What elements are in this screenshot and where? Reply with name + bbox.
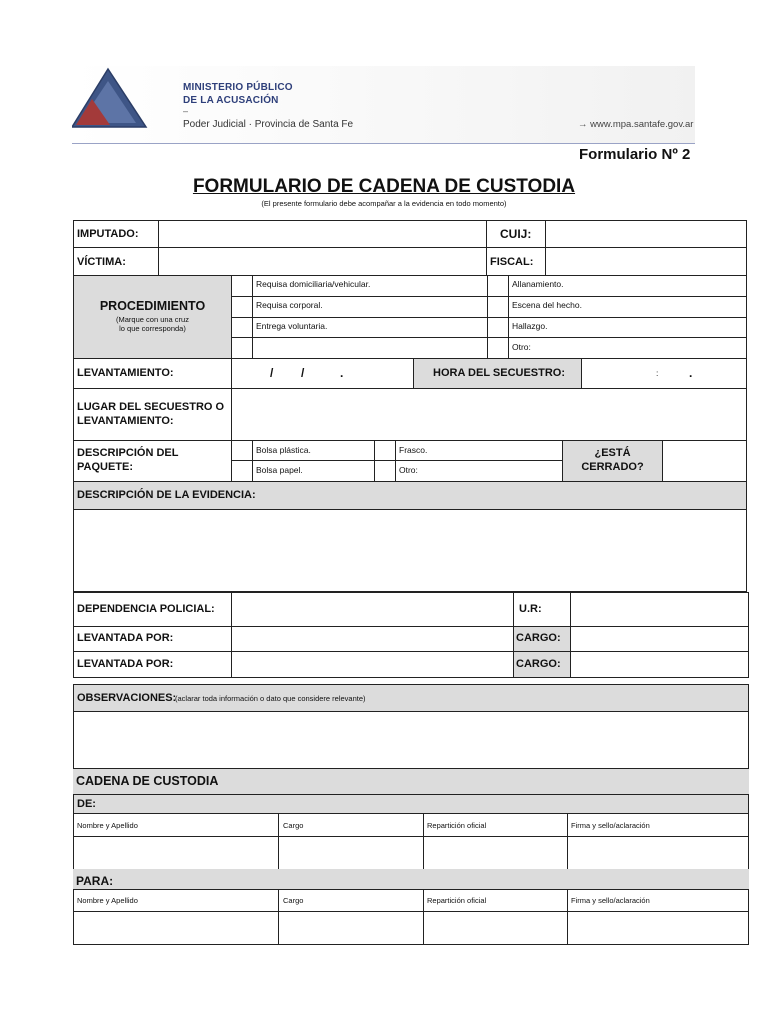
de-firma-input[interactable] — [567, 836, 749, 870]
option-hallazgo: Hallazgo. — [512, 321, 548, 331]
levantada-por-input-2[interactable] — [231, 651, 514, 678]
checkbox-hallazgo[interactable] — [487, 317, 509, 338]
checkbox-requisa-domiciliaria[interactable] — [231, 275, 253, 297]
org-name-line2: DE LA ACUSACIÓN — [183, 95, 279, 106]
para-reparticion-input[interactable] — [423, 911, 568, 945]
date-separator: / — [270, 366, 274, 380]
procedimiento-note-1: (Marque con una cruz — [116, 315, 189, 324]
col-nombre-apellido: Nombre y Apellido — [77, 896, 138, 905]
option-otro: Otro: — [512, 342, 531, 352]
col-reparticion: Repartición oficial — [427, 821, 487, 830]
observaciones-input[interactable] — [73, 711, 749, 769]
ministry-logo — [72, 67, 148, 131]
option-otro-paquete: Otro: — [399, 465, 418, 475]
checkbox-otro-paquete[interactable] — [374, 460, 396, 482]
option-bolsa-plastica: Bolsa plástica. — [256, 445, 311, 455]
para-firma-input[interactable] — [567, 911, 749, 945]
levantada-por-label-2: LEVANTADA POR: — [77, 658, 174, 670]
time-dot: . — [689, 366, 693, 380]
option-frasco: Frasco. — [399, 445, 428, 455]
levantamiento-label: LEVANTAMIENTO: — [77, 367, 174, 379]
imputado-label: IMPUTADO: — [77, 228, 139, 240]
time-colon: : — [656, 368, 659, 378]
lugar-label-line2: LEVANTAMIENTO: — [77, 415, 174, 427]
lugar-input[interactable] — [231, 388, 747, 441]
checkbox-bolsa-plastica[interactable] — [231, 440, 253, 461]
esta-cerrado-line2: CERRADO? — [581, 461, 644, 473]
page-title: FORMULARIO DE CADENA DE CUSTODIA — [192, 176, 576, 197]
cuij-label: CUIJ: — [500, 227, 532, 241]
levantada-por-input-1[interactable] — [231, 626, 514, 652]
option-entrega-voluntaria: Entrega voluntaria. — [256, 321, 328, 331]
org-subline: Poder Judicial · Provincia de Santa Fe — [183, 119, 354, 130]
checkbox-bolsa-papel[interactable] — [231, 460, 253, 482]
imputado-input[interactable] — [158, 220, 487, 248]
fiscal-input[interactable] — [545, 247, 747, 276]
victima-input[interactable] — [158, 247, 487, 276]
col-nombre-apellido: Nombre y Apellido — [77, 821, 138, 830]
esta-cerrado-line1: ¿ESTÁ — [594, 447, 631, 459]
org-name-line1: MINISTERIO PÚBLICO — [183, 82, 293, 93]
levantamiento-date-input[interactable] — [231, 358, 414, 389]
dependencia-label: DEPENDENCIA POLICIAL: — [77, 603, 215, 615]
victima-label: VÍCTIMA: — [77, 256, 126, 268]
observaciones-label: OBSERVACIONES: — [77, 692, 177, 704]
col-cargo: Cargo — [283, 821, 304, 830]
cadena-custodia-label: CADENA DE CUSTODIA — [76, 774, 219, 788]
procedimiento-note-2: lo que corresponda) — [119, 324, 186, 333]
ur-label: U.R: — [519, 603, 542, 615]
option-requisa-corporal: Requisa corporal. — [256, 300, 323, 310]
checkbox-blank[interactable] — [231, 337, 253, 359]
col-cargo: Cargo — [283, 896, 304, 905]
fiscal-label: FISCAL: — [490, 256, 534, 268]
de-header — [73, 794, 749, 814]
procedimiento-label: PROCEDIMIENTO — [99, 299, 206, 313]
cargo-label-1: CARGO: — [516, 632, 561, 644]
para-label: PARA: — [76, 874, 114, 888]
cargo-input-2[interactable] — [570, 651, 749, 678]
cargo-label-2: CARGO: — [516, 658, 561, 670]
cuij-input[interactable] — [545, 220, 747, 248]
de-reparticion-input[interactable] — [423, 836, 568, 870]
date-separator: / — [301, 366, 305, 380]
col-reparticion: Repartición oficial — [427, 896, 487, 905]
header-banner — [72, 66, 695, 144]
de-nombre-input[interactable] — [73, 836, 279, 870]
paquete-label-line1: DESCRIPCIÓN DEL — [77, 447, 179, 459]
checkbox-otro[interactable] — [487, 337, 509, 359]
option-cell — [508, 337, 747, 359]
cargo-input-1[interactable] — [570, 626, 749, 652]
option-bolsa-papel: Bolsa papel. — [256, 465, 303, 475]
page-subtitle: (El presente formulario debe acompañar a la evidencia en todo momento) — [261, 199, 507, 208]
col-firma: Firma y sello/aclaración — [571, 821, 650, 830]
website-link[interactable]: → www.mpa.santafe.gov.ar — [578, 119, 694, 130]
checkbox-escena-hecho[interactable] — [487, 296, 509, 318]
option-cell — [395, 460, 563, 482]
lugar-label-line1: LUGAR DEL SECUESTRO O — [77, 401, 225, 413]
option-requisa-domiciliaria: Requisa domiciliaria/vehicular. — [256, 279, 371, 289]
checkbox-frasco[interactable] — [374, 440, 396, 461]
col-firma: Firma y sello/aclaración — [571, 896, 650, 905]
org-dash: – — [183, 106, 189, 116]
esta-cerrado-input[interactable] — [662, 440, 747, 482]
hora-input[interactable] — [581, 358, 747, 389]
dependencia-input[interactable] — [231, 592, 514, 627]
option-allanamiento: Allanamiento. — [512, 279, 564, 289]
checkbox-allanamiento[interactable] — [487, 275, 509, 297]
de-label: DE: — [77, 798, 96, 810]
checkbox-requisa-corporal[interactable] — [231, 296, 253, 318]
date-dot: . — [340, 366, 344, 380]
ur-input[interactable] — [570, 592, 749, 627]
evidencia-input[interactable] — [73, 509, 747, 592]
observaciones-note: (aclarar toda información o dato que considere relevante) — [175, 694, 366, 703]
de-cargo-input[interactable] — [278, 836, 424, 870]
hora-secuestro-label: HORA DEL SECUESTRO: — [433, 367, 566, 379]
option-blank-cell[interactable] — [252, 337, 488, 359]
para-header — [73, 869, 749, 890]
checkbox-entrega-voluntaria[interactable] — [231, 317, 253, 338]
header-divider — [72, 143, 695, 144]
para-nombre-input[interactable] — [73, 911, 279, 945]
form-number: Formulario Nº 2 — [579, 146, 691, 163]
para-cargo-input[interactable] — [278, 911, 424, 945]
levantada-por-label-1: LEVANTADA POR: — [77, 632, 174, 644]
paquete-label-line2: PAQUETE: — [77, 461, 134, 473]
option-escena-hecho: Escena del hecho. — [512, 300, 582, 310]
evidencia-label: DESCRIPCIÓN DE LA EVIDENCIA: — [77, 489, 256, 501]
